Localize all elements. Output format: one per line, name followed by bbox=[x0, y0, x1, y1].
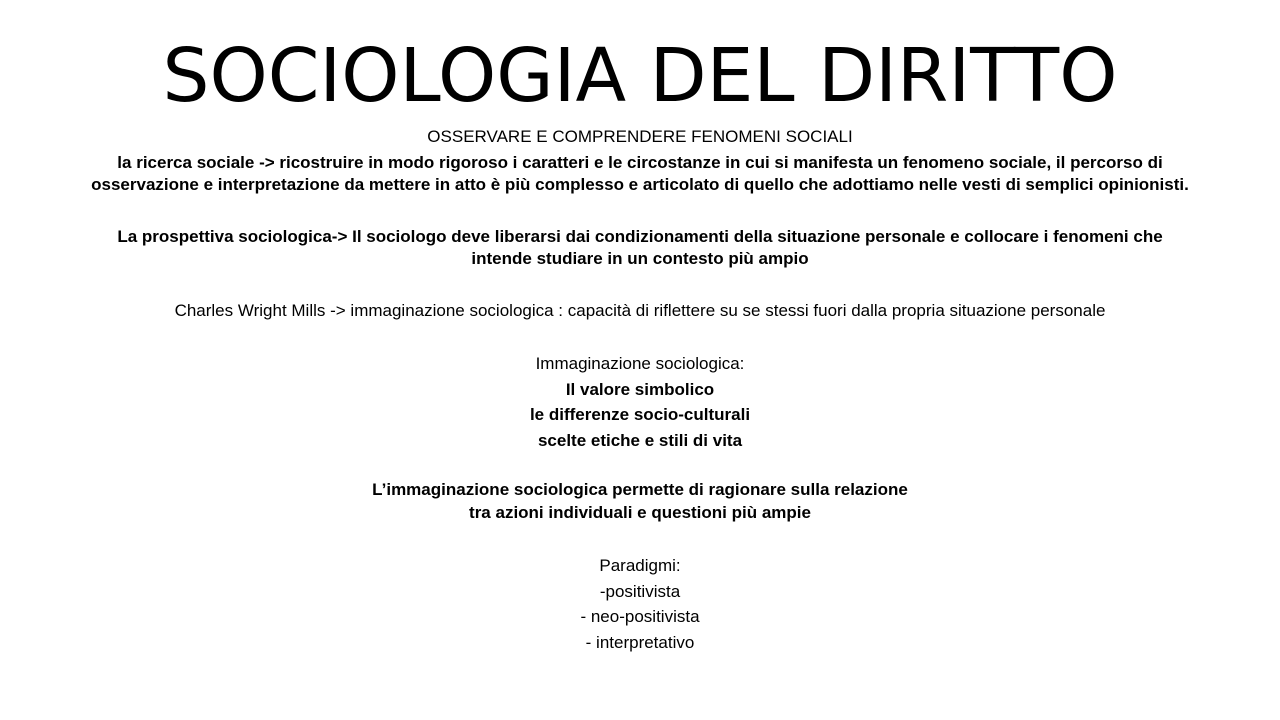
paradigmi-heading: Paradigmi: bbox=[599, 556, 681, 575]
slide-title: SOCIOLOGIA DEL DIRITTO bbox=[162, 33, 1118, 119]
relazione-line: L’immaginazione sociologica permette di ragionare sulla relazione bbox=[372, 480, 908, 499]
immaginazione-heading: Immaginazione sociologica: bbox=[535, 354, 745, 373]
paradigmi-item: - neo-positivista bbox=[580, 607, 700, 626]
immaginazione-item: Il valore simbolico bbox=[565, 379, 715, 399]
immaginazione-item: scelte etiche e stili di vita bbox=[537, 430, 743, 450]
paradigmi-item: -positivista bbox=[599, 581, 681, 601]
relazione-line: tra azioni individuali e questioni più ampie bbox=[469, 502, 811, 522]
prospettiva-paragraph: La prospettiva sociologica-> Il sociologo deve liberarsi dai condizionamenti della situazione personale e collocare i fenomeni che intende studiare in un contesto più ampio bbox=[117, 226, 1163, 268]
mills-paragraph: Charles Wright Mills -> immaginazione sociologica : capacità di riflettere su se stessi fuori dalla propria situazione personale bbox=[174, 300, 1106, 320]
immaginazione-item: le differenze socio-culturali bbox=[529, 405, 751, 424]
subtitle: OSSERVARE E COMPRENDERE FENOMENI SOCIALI bbox=[427, 127, 853, 146]
ricerca-sociale-paragraph: la ricerca sociale -> ricostruire in modo rigoroso i caratteri e le circostanze in cui si manifesta un fenomeno sociale, il percorso di osservazione e interpretazione da mettere in atto è più complesso e articolato di quello che adottiamo nelle vesti di semplici opinionisti. bbox=[91, 152, 1189, 194]
slide-body bbox=[90, 126, 1190, 655]
paradigmi-item: - interpretativo bbox=[585, 632, 695, 652]
